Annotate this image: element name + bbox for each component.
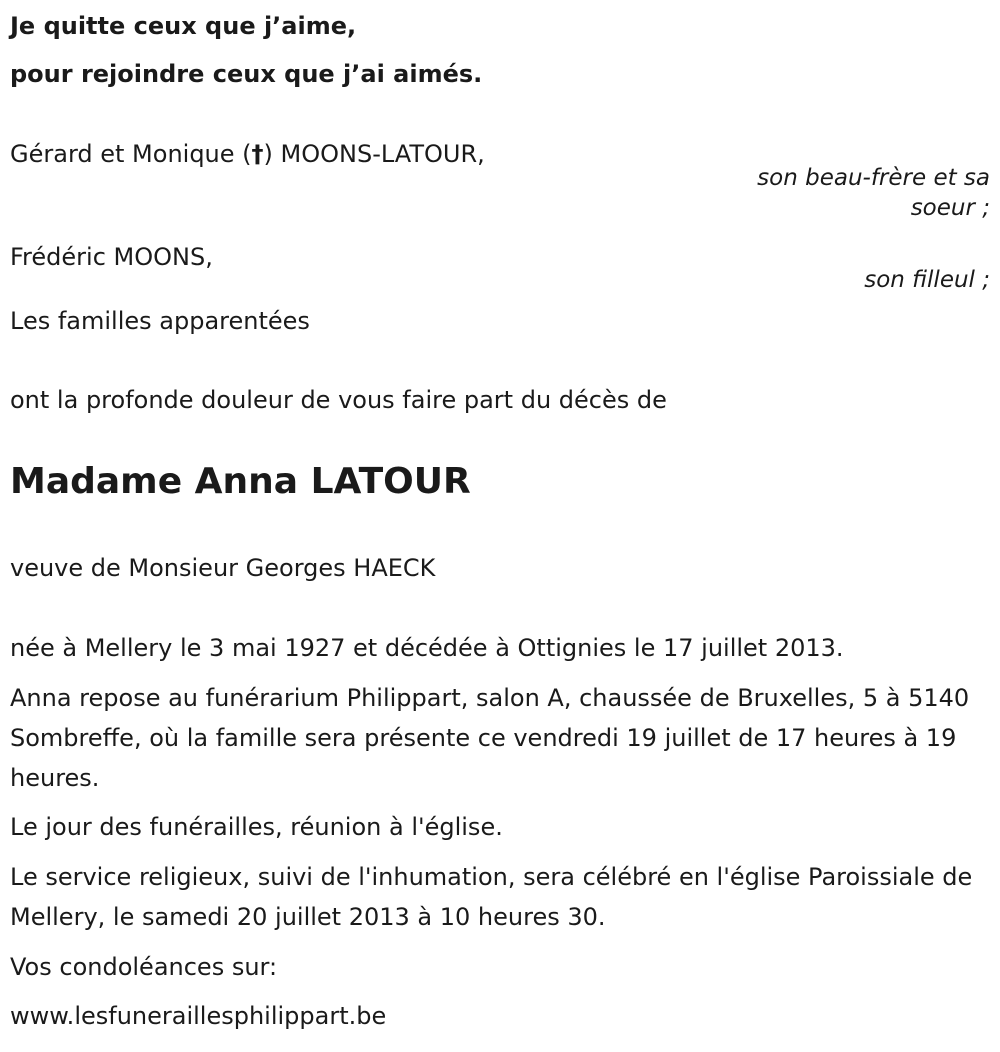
birth-death-text: née à Mellery le 3 mai 1927 et décédée à Ottignies le 17 juillet 2013. [10, 634, 844, 662]
rest-location-text: Anna repose au funérarium Philippart, salon A, chaussée de Bruxelles, 5 à 5140 Sombreffe, où la famille sera présente ce vendredi 19 juillet de 17 heures à 19 heures. [10, 684, 970, 792]
religious-service-text: Le service religieux, suivi de l'inhumation, sera célébré en l'église Paroissiale de Mellery, le samedi 20 juillet 2013 à 10 heures 30. [10, 863, 973, 931]
family-name-before: Gérard et Monique ( [10, 140, 252, 168]
cross-icon: † [251, 140, 264, 168]
condolences-label: Vos condoléances sur: [10, 953, 278, 981]
website-link[interactable]: www.lesfuneraillesphilippart.be [10, 1002, 387, 1030]
family-member-gerard-monique [10, 139, 485, 169]
epigraph-line-2: pour rejoindre ceux que j’ai aimés. [10, 60, 483, 88]
family-member-relatives: Les familles apparentées [10, 307, 310, 335]
deceased-name: Madame Anna LATOUR [10, 461, 471, 502]
obituary-notice [10, 0, 990, 1052]
family-relation-godson: son filleul ; [864, 267, 990, 293]
funeral-meeting-text: Le jour des funérailles, réunion à l'église. [10, 813, 503, 841]
epigraph-line-1: Je quitte ceux que j’aime, [10, 12, 357, 40]
widow-of-text: veuve de Monsieur Georges HAECK [10, 554, 436, 582]
family-relation-sister: son beau-frère et sa soeur ; [757, 165, 990, 221]
announcement-text: ont la profonde douleur de vous faire part du décès de [10, 386, 667, 414]
family-name-after: ) MOONS-LATOUR, [263, 140, 485, 168]
family-member-frederic: Frédéric MOONS, [10, 243, 213, 271]
